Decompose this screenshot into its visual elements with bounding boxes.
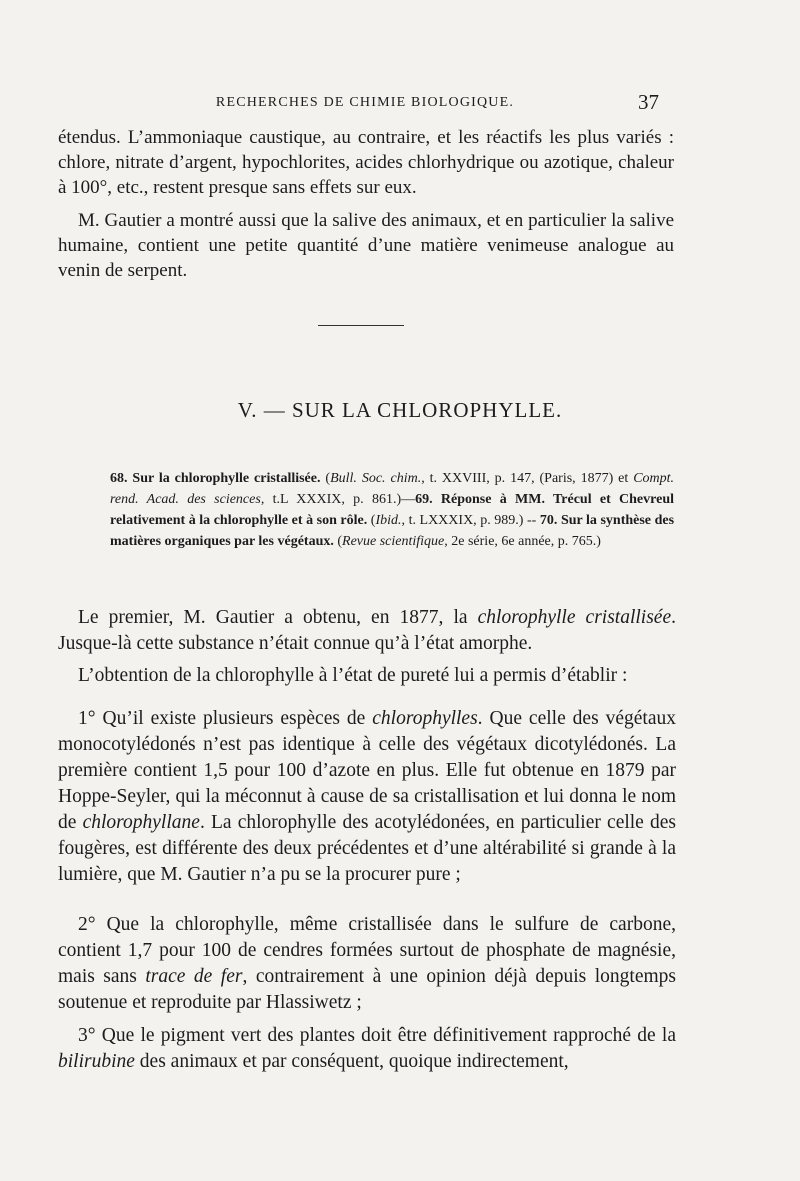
body-paragraph-4: 2° Que la chlorophylle, même cristallisée dans le sulfure de carbone, contient 1,7 pour 100 de cendres formées surtout de phosphate de magnésie, mais sans trace de fer, contrairement à une opinion déjà depuis longtemps soutenue et reproduite par Hlassiwetz ; [58,914,676,1013]
ref-70-number: 70 [539,513,554,528]
emphasis-chlorophylle-cristallisee: chlorophylle cristallisée [477,607,672,628]
ref-69-number: 69 [415,492,430,507]
ref-69-journal: Ibid. [375,513,402,528]
ref-68-number: 68 [110,471,124,486]
intro-paragraph-1: étendus. L’ammoniaque caustique, au contraire, et les réactifs les plus variés : chlore, nitrate d’argent, hypochlorites, acides chlorhydrique ou azotique, chaleur à 100°, etc., restent presque sans effets sur eux. [58,127,674,198]
section-title: V. — SUR LA CHLOROPHYLLE. [237,398,563,422]
section-divider [318,325,404,326]
ref-69-title: Réponse à MM. Trécul et Chevreul relativement à la chlorophylle et à son rôle. [110,492,674,528]
body-paragraph-3: 1° Qu’il existe plusieurs espèces de chlorophylles. Que celle des végétaux monocotylédonés n’est pas identique à celle des végétaux dicotylédonés. La première contient 1,5 pour 100 d’azote en plus. Elle fut obtenue en 1879 par Hoppe-Seyler, qui la méconnut à cause de sa cristallisation et lui donna le nom de chlorophyllane. La chlorophylle des acotylédonées, en particulier celle des fougères, est différente des deux précédentes et d’une altérabilité si grande à la lumière, que M. Gautier n’a pu se la procurer pure ; [58,708,677,885]
intro-paragraph-2: M. Gautier a montré aussi que la salive des animaux, et en particulier la salive humaine, contient une petite quantité d’une matière venimeuse analogue au venin de serpent. [58,210,674,281]
ref-70-title: Sur la synthèse des matières organiques par les végétaux. [110,513,675,549]
references-block: 68. Sur la chlorophylle cristallisée. (Bull. Soc. chim., t. XXVIII, p. 147, (Paris, 1877) et Compt. rend. Acad. des sciences, t.L XXXIX, p. 861.)—69. Réponse à MM. Trécul et Chevreul relativement à la chlorophylle et à son rôle. (Ibid., t. LXXXIX, p. 989.) -- 70. Sur la synthèse des matières organiques par les végétaux. (Revue scientifique, 2e série, 6e année, p. 765.) [110,471,675,549]
body-paragraph-2: L’obtention de la chlorophylle à l’état de pureté lui a permis d’établir : [78,665,628,686]
ref-68-journal-2: Compt. rend. Acad. des sciences [110,471,675,507]
body-paragraph-1: Le premier, M. Gautier a obtenu, en 1877, la chlorophylle cristallisée. Jusque-là cette substance n’était connue qu’à l’état amorphe. [58,607,676,654]
emphasis-bilirubine: bilirubine [58,1051,135,1072]
emphasis-chlorophylles: chlorophylles [372,708,478,729]
page-number: 37 [638,90,659,114]
running-head: RECHERCHES DE CHIMIE BIOLOGIQUE. [215,95,515,110]
emphasis-trace-de-fer: trace de fer [145,966,243,987]
emphasis-chlorophyllane: chlorophyllane [82,812,200,833]
ref-68-journal-1: Bull. Soc. chim. [330,471,422,486]
body-paragraph-5: 3° Que le pigment vert des plantes doit être définitivement rapproché de la bilirubine des animaux et par conséquent, quoique indirectement, [58,1025,676,1072]
ref-70-journal: Revue scientifique [342,534,445,549]
ref-68-title: Sur la chlorophylle cristallisée. [132,471,321,486]
